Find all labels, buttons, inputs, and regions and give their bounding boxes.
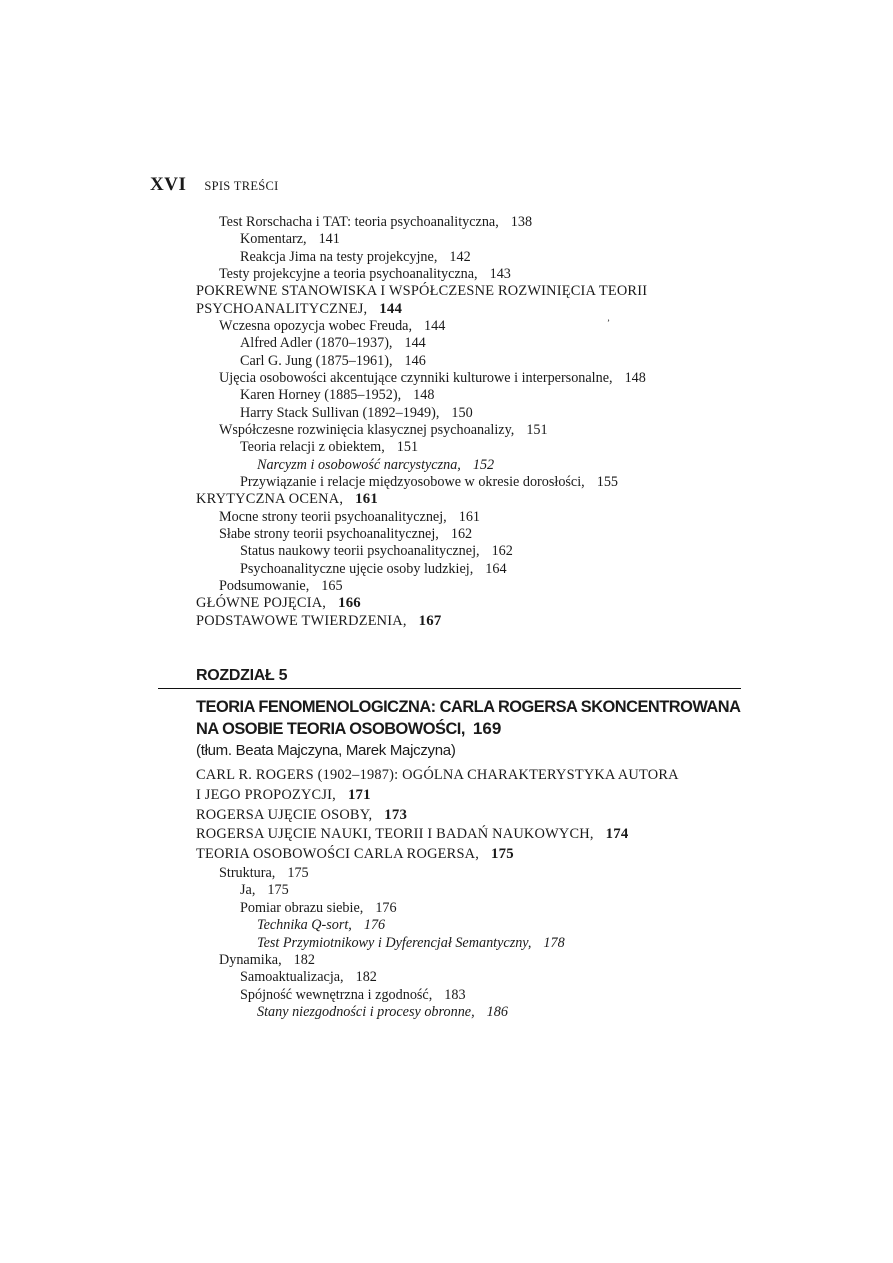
toc-section-heading (0, 613, 893, 631)
toc-entry-page: 148 (413, 387, 435, 404)
toc-entry-title: ROGERSA UJĘCIE NAUKI, TEORII I BADAŃ NAUKOWYCH, (196, 826, 594, 843)
toc-entry-page: 175 (287, 864, 309, 881)
toc-entry-page: 150 (451, 404, 473, 421)
toc-entry-title: PSYCHOANALITYCZNEJ, (196, 300, 368, 317)
toc-entry-page: 152 (472, 456, 495, 473)
toc-entry-page: 151 (396, 439, 419, 456)
chapter-title-line2: NA OSOBIE TEORIA OSOBOWOŚCI, (196, 720, 465, 738)
toc-entry (0, 882, 893, 899)
toc-entry-title: TEORIA OSOBOWOŚCI CARLA ROGERSA, (196, 846, 480, 863)
toc-entry-page: 167 (418, 612, 442, 629)
toc-entry-page: 183 (444, 986, 466, 1003)
toc-section-heading (0, 806, 893, 826)
toc-entry-page: 175 (491, 846, 514, 863)
toc-entry (0, 900, 893, 917)
toc-section-heading (0, 491, 893, 509)
toc-entry (0, 561, 893, 578)
toc-entry (0, 987, 893, 1004)
toc-entry-page: 178 (543, 934, 565, 951)
chapter-title-page: 169 (472, 719, 502, 738)
toc-entry (0, 266, 893, 283)
toc-entry-page: 186 (486, 1004, 508, 1021)
toc-entry-title: I JEGO PROPOZYCJI, (196, 786, 336, 803)
chapter-divider (158, 688, 741, 689)
toc-entry-title: Testy projekcyjne a teoria psychoanalityczna, (219, 265, 478, 282)
toc-entry-title: Narcyzm i osobowość narcystyczna, (257, 456, 461, 473)
toc-entry-page: 148 (624, 370, 646, 387)
toc-entry-title: Dynamika, (219, 952, 282, 969)
running-title: SPIS TREŚCI (204, 179, 279, 193)
toc-entry-page: 176 (363, 917, 386, 934)
toc-entry (0, 249, 893, 266)
toc-entry-title: KRYTYCZNA OCENA, (196, 491, 344, 508)
toc-entry (0, 578, 893, 595)
toc-entry-page: 144 (404, 335, 426, 352)
toc-entry-title: POKREWNE STANOWISKA I WSPÓŁCZESNE ROZWINIĘCIA TEORII (196, 283, 648, 300)
toc-entry-page: 174 (605, 826, 629, 843)
chapter-5-section (0, 666, 893, 1021)
toc-entry-page: 165 (321, 577, 343, 594)
toc-entry-title: Podsumowanie, (219, 577, 310, 594)
toc-entry-page: 142 (449, 248, 471, 265)
toc-entry-title: Teoria relacji z obiektem, (240, 439, 385, 456)
toc-section-heading (0, 301, 893, 319)
toc-entry-page: 175 (267, 882, 289, 899)
toc-entry-title: Struktura, (219, 864, 276, 881)
toc-entry-title: Samoaktualizacja, (240, 969, 344, 986)
toc-entry-page: 143 (489, 265, 511, 282)
toc-entry-title: Technika Q-sort, (257, 917, 352, 934)
chapter-label: ROZDZIAŁ 5 (196, 667, 288, 684)
toc-section-heading (0, 283, 893, 301)
toc-entry (0, 543, 893, 560)
toc-entry-title: Reakcja Jima na testy projekcyjne, (240, 248, 438, 265)
toc-section-heading (0, 766, 893, 786)
table-of-contents-part2 (0, 766, 893, 1022)
toc-entry-page: 161 (355, 491, 378, 508)
toc-entry (0, 335, 893, 352)
toc-entry-title: Psychoanalityczne ujęcie osoby ludzkiej, (240, 560, 474, 577)
page-number: XVI (150, 174, 187, 195)
toc-entry-title: ROGERSA UJĘCIE OSOBY, (196, 806, 373, 823)
toc-entry (0, 509, 893, 526)
toc-entry (0, 422, 893, 439)
chapter-title-line1: TEORIA FENOMENOLOGICZNA: CARLA ROGERSA SKONCENTROWANA (196, 698, 741, 716)
toc-section-heading (0, 845, 893, 865)
toc-entry (0, 439, 893, 456)
toc-entry (0, 935, 893, 952)
toc-entry-page: 144 (379, 300, 403, 317)
toc-entry (0, 969, 893, 986)
toc-entry (0, 526, 893, 543)
toc-entry-title: Alfred Adler (1870–1937), (240, 335, 393, 352)
toc-entry-title: Pomiar obrazu siebie, (240, 899, 364, 916)
toc-entry (0, 214, 893, 231)
toc-entry (0, 387, 893, 404)
toc-entry-title: Carl G. Jung (1875–1961), (240, 352, 393, 369)
toc-entry (0, 405, 893, 422)
toc-entry-page: 171 (347, 786, 371, 803)
toc-entry-title: Test Przymiotnikowy i Dyferencjał Semantyczny, (257, 934, 532, 951)
toc-entry (0, 474, 893, 491)
toc-entry-page: 141 (318, 231, 340, 248)
toc-section-heading (0, 595, 893, 613)
toc-entry-page: 151 (526, 421, 548, 438)
toc-entry (0, 917, 893, 934)
toc-entry-page: 144 (424, 318, 446, 335)
toc-entry (0, 1004, 893, 1021)
toc-section-heading (0, 786, 893, 806)
toc-entry-title: Wczesna opozycja wobec Freuda, (219, 318, 413, 335)
toc-entry-page: 162 (491, 543, 513, 560)
toc-entry-title: Spójność wewnętrzna i zgodność, (240, 986, 433, 1003)
toc-entry-page: 182 (355, 969, 377, 986)
toc-entry-page: 162 (450, 525, 473, 542)
toc-entry-title: CARL R. ROGERS (1902–1987): OGÓLNA CHARAKTERYSTYKA AUTORA (196, 767, 679, 783)
toc-entry-title: Komentarz, (240, 231, 307, 248)
toc-entry-title: Ujęcia osobowości akcentujące czynniki kulturowe i interpersonalne, (219, 370, 613, 387)
toc-entry-title: Współczesne rozwinięcia klasycznej psychoanalizy, (219, 421, 515, 438)
toc-entry (0, 457, 893, 474)
toc-entry-title: Słabe strony teorii psychoanalitycznej, (219, 525, 439, 542)
page-header (150, 174, 279, 196)
toc-entry (0, 353, 893, 370)
toc-entry-page: 173 (384, 806, 408, 823)
toc-section-heading (0, 825, 893, 845)
toc-entry-page: 166 (338, 595, 361, 612)
toc-entry-title: Harry Stack Sullivan (1892–1949), (240, 404, 440, 421)
toc-entry-page: 176 (375, 899, 397, 916)
toc-entry-title: Test Rorschacha i TAT: teoria psychoanalityczna, (219, 214, 499, 230)
toc-entry-page: 138 (510, 214, 533, 230)
toc-entry-page: 155 (596, 473, 619, 490)
chapter-title (196, 696, 756, 740)
toc-entry-title: Stany niezgodności i procesy obronne, (257, 1004, 475, 1021)
toc-entry (0, 231, 893, 248)
toc-entry-title: PODSTAWOWE TWIERDZENIA, (196, 612, 407, 629)
toc-entry (0, 865, 893, 882)
table-of-contents-part1 (0, 214, 893, 630)
toc-entry-title: Karen Horney (1885–1952), (240, 387, 402, 404)
toc-entry-page: 182 (293, 952, 315, 969)
toc-entry-title: Przywiązanie i relacje międzyosobowe w okresie dorosłości, (240, 473, 585, 490)
toc-entry (0, 952, 893, 969)
toc-entry-title: Mocne strony teorii psychoanalitycznej, (219, 508, 447, 525)
toc-entry-title: Ja, (240, 882, 256, 899)
toc-entry-title: Status naukowy teorii psychoanalitycznej, (240, 543, 480, 560)
toc-entry-page: 161 (458, 508, 481, 525)
toc-entry (0, 370, 893, 387)
translators: (tłum. Beata Majczyna, Marek Majczyna) (196, 742, 456, 759)
stray-mark: ’ (607, 318, 610, 328)
toc-entry (0, 318, 893, 335)
toc-entry-title: GŁÓWNE POJĘCIA, (196, 595, 327, 612)
toc-entry-page: 146 (404, 352, 426, 369)
toc-entry-page: 164 (485, 560, 507, 577)
